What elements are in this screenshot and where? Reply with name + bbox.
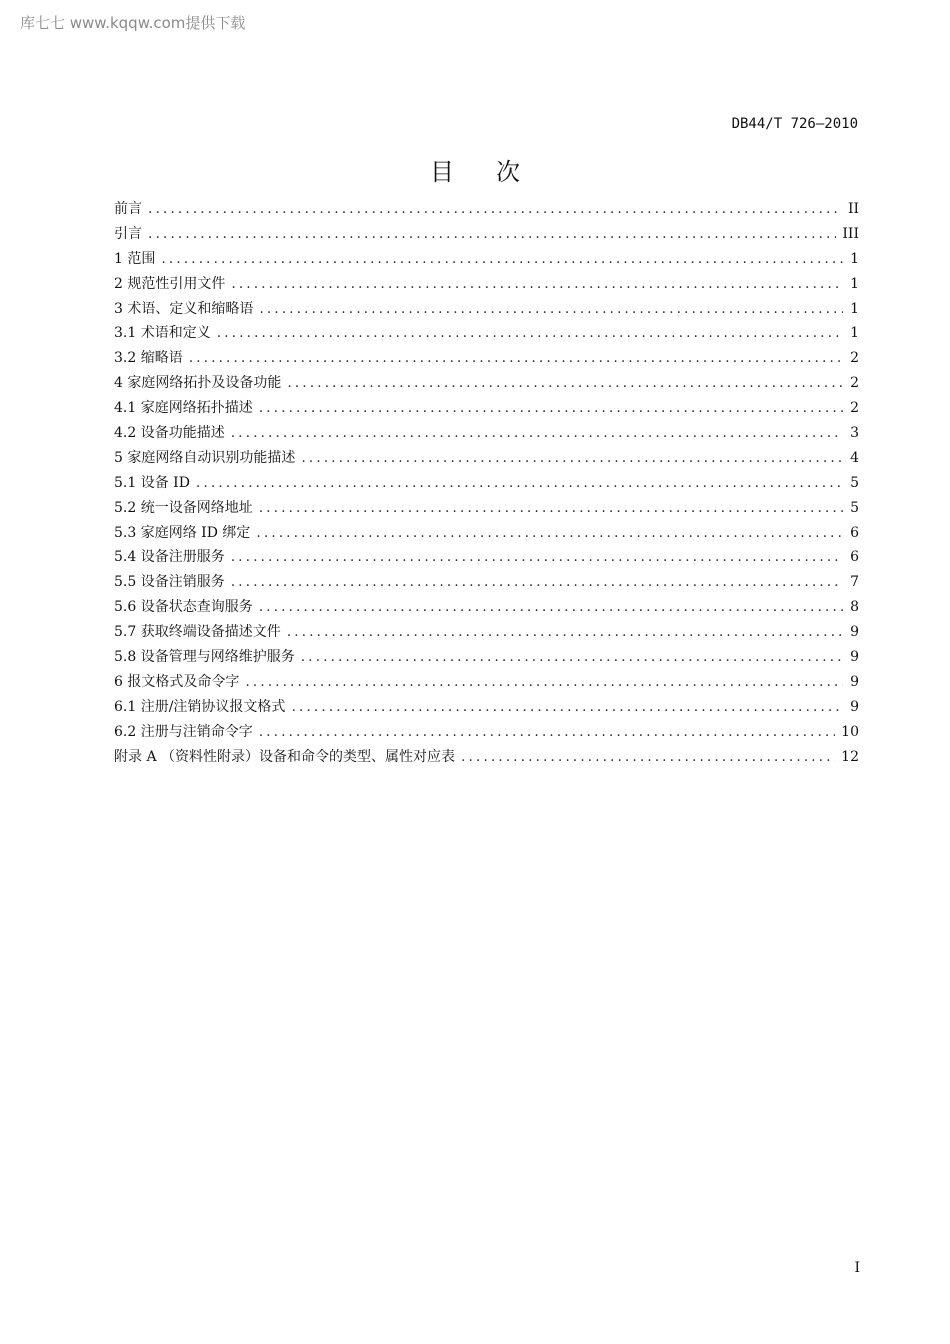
toc-leader-dots <box>245 674 843 690</box>
toc-entry[interactable] <box>114 721 859 746</box>
toc-leader-dots <box>161 251 843 267</box>
toc-entry[interactable] <box>114 248 859 273</box>
toc-entry-label: 5.5 设备注销服务 <box>114 574 225 591</box>
toc-entry[interactable] <box>114 347 859 372</box>
toc-entry[interactable] <box>114 646 859 671</box>
toc-entry-page: 4 <box>850 449 859 466</box>
toc-entry[interactable] <box>114 546 859 571</box>
toc-entry-label: 5.6 设备状态查询服务 <box>114 599 253 616</box>
toc-entry-page: 2 <box>850 350 859 367</box>
toc-entry-page: 9 <box>850 673 859 690</box>
toc-leader-dots <box>291 699 843 715</box>
toc-entry[interactable] <box>114 322 859 347</box>
toc-leader-dots <box>259 500 843 516</box>
toc-leader-dots <box>217 325 843 341</box>
toc-entry[interactable] <box>114 746 859 771</box>
toc-entry[interactable] <box>114 596 859 621</box>
toc-entry-page: 5 <box>850 474 859 491</box>
toc-leader-dots <box>148 201 842 217</box>
toc-entry-label: 3.2 缩略语 <box>114 350 183 367</box>
toc-leader-dots <box>256 525 843 541</box>
toc-entry-page: 7 <box>850 574 859 591</box>
toc-entry-label: 3.1 术语和定义 <box>114 325 211 342</box>
toc-entry-page: 1 <box>850 250 859 267</box>
toc-leader-dots <box>259 599 843 615</box>
toc-entry[interactable] <box>114 671 859 696</box>
toc-entry-label: 1 范围 <box>114 250 156 267</box>
page-title: 目次 <box>430 158 562 186</box>
toc-entry[interactable] <box>114 372 859 397</box>
toc-entry-label: 3 术语、定义和缩略语 <box>114 300 254 317</box>
toc-entry-label: 6.2 注册与注销命令字 <box>114 723 253 740</box>
toc-entry[interactable] <box>114 422 859 447</box>
toc-entry-page: 8 <box>850 599 859 616</box>
toc-entry-page: II <box>847 201 859 217</box>
toc-entry-label: 4.2 设备功能描述 <box>114 425 225 442</box>
toc-entry-page: 9 <box>850 698 859 715</box>
toc-leader-dots <box>231 574 843 590</box>
toc-entry-page: 1 <box>850 275 859 292</box>
toc-leader-dots <box>301 450 843 466</box>
toc-entry[interactable] <box>114 621 859 646</box>
toc-leader-dots <box>259 724 835 740</box>
toc-entry-page: 10 <box>841 723 859 740</box>
toc-entry-page: 6 <box>850 524 859 541</box>
toc-entry-label: 5.4 设备注册服务 <box>114 549 225 566</box>
toc-entry[interactable] <box>114 472 859 497</box>
page-number: I <box>854 1260 860 1276</box>
toc-entry-label: 4 家庭网络拓扑及设备功能 <box>114 375 282 392</box>
toc-entry[interactable] <box>114 397 859 422</box>
toc-entry-label: 4.1 家庭网络拓扑描述 <box>114 400 253 417</box>
toc-entry[interactable] <box>114 522 859 547</box>
toc-leader-dots <box>148 226 836 242</box>
toc-entry[interactable] <box>114 571 859 596</box>
toc-entry-page: 12 <box>841 748 859 765</box>
toc-entry-label: 5.3 家庭网络 ID 绑定 <box>114 524 251 541</box>
toc-entry-page: 1 <box>850 300 859 317</box>
toc-entry-label: 6.1 注册/注销协议报文格式 <box>114 698 286 715</box>
toc-entry-page: 5 <box>850 499 859 516</box>
toc-entry-page: 9 <box>850 649 859 666</box>
toc-leader-dots <box>231 425 843 441</box>
toc-entry-label: 5 家庭网络自动识别功能描述 <box>114 449 296 466</box>
toc-entry-label: 前言 <box>114 201 142 217</box>
toc-entry-label: 引言 <box>114 225 142 242</box>
toc-entry-label: 5.7 获取终端设备描述文件 <box>114 624 281 641</box>
toc-entry-label: 5.1 设备 ID <box>114 474 190 491</box>
toc-entry[interactable] <box>114 497 859 522</box>
toc-leader-dots <box>287 624 843 640</box>
watermark: 库七七 www.kqqw.com提供下载 <box>20 14 246 32</box>
toc-entry[interactable] <box>114 223 859 248</box>
toc-entry-label: 6 报文格式及命令字 <box>114 673 240 690</box>
toc-entry-page: 9 <box>850 624 859 641</box>
toc-entry-page: III <box>842 225 859 242</box>
toc-entry-label: 2 规范性引用文件 <box>114 275 226 292</box>
toc-leader-dots <box>196 475 843 491</box>
toc-entry-label: 5.8 设备管理与网络维护服务 <box>114 649 295 666</box>
toc-leader-dots <box>301 649 843 665</box>
toc-leader-dots <box>231 549 843 565</box>
toc-entry-label: 5.2 统一设备网络地址 <box>114 499 253 516</box>
toc-leader-dots <box>259 301 843 317</box>
toc-leader-dots <box>189 350 843 366</box>
toc-leader-dots <box>259 400 843 416</box>
toc-entry[interactable] <box>114 198 859 223</box>
table-of-contents <box>114 198 859 770</box>
toc-entry[interactable] <box>114 273 859 298</box>
toc-entry[interactable] <box>114 298 859 323</box>
toc-entry-page: 2 <box>850 400 859 417</box>
standard-code: DB44/T 726—2010 <box>731 116 858 132</box>
toc-entry[interactable] <box>114 447 859 472</box>
toc-leader-dots <box>231 276 843 292</box>
toc-entry-page: 1 <box>850 325 859 342</box>
toc-entry-label: 附录 A （资料性附录）设备和命令的类型、属性对应表 <box>114 748 456 765</box>
toc-entry[interactable] <box>114 696 859 721</box>
toc-entry-page: 3 <box>850 425 859 442</box>
toc-entry-page: 2 <box>850 375 859 392</box>
toc-leader-dots <box>461 749 835 765</box>
toc-leader-dots <box>287 375 843 391</box>
toc-entry-page: 6 <box>850 549 859 566</box>
